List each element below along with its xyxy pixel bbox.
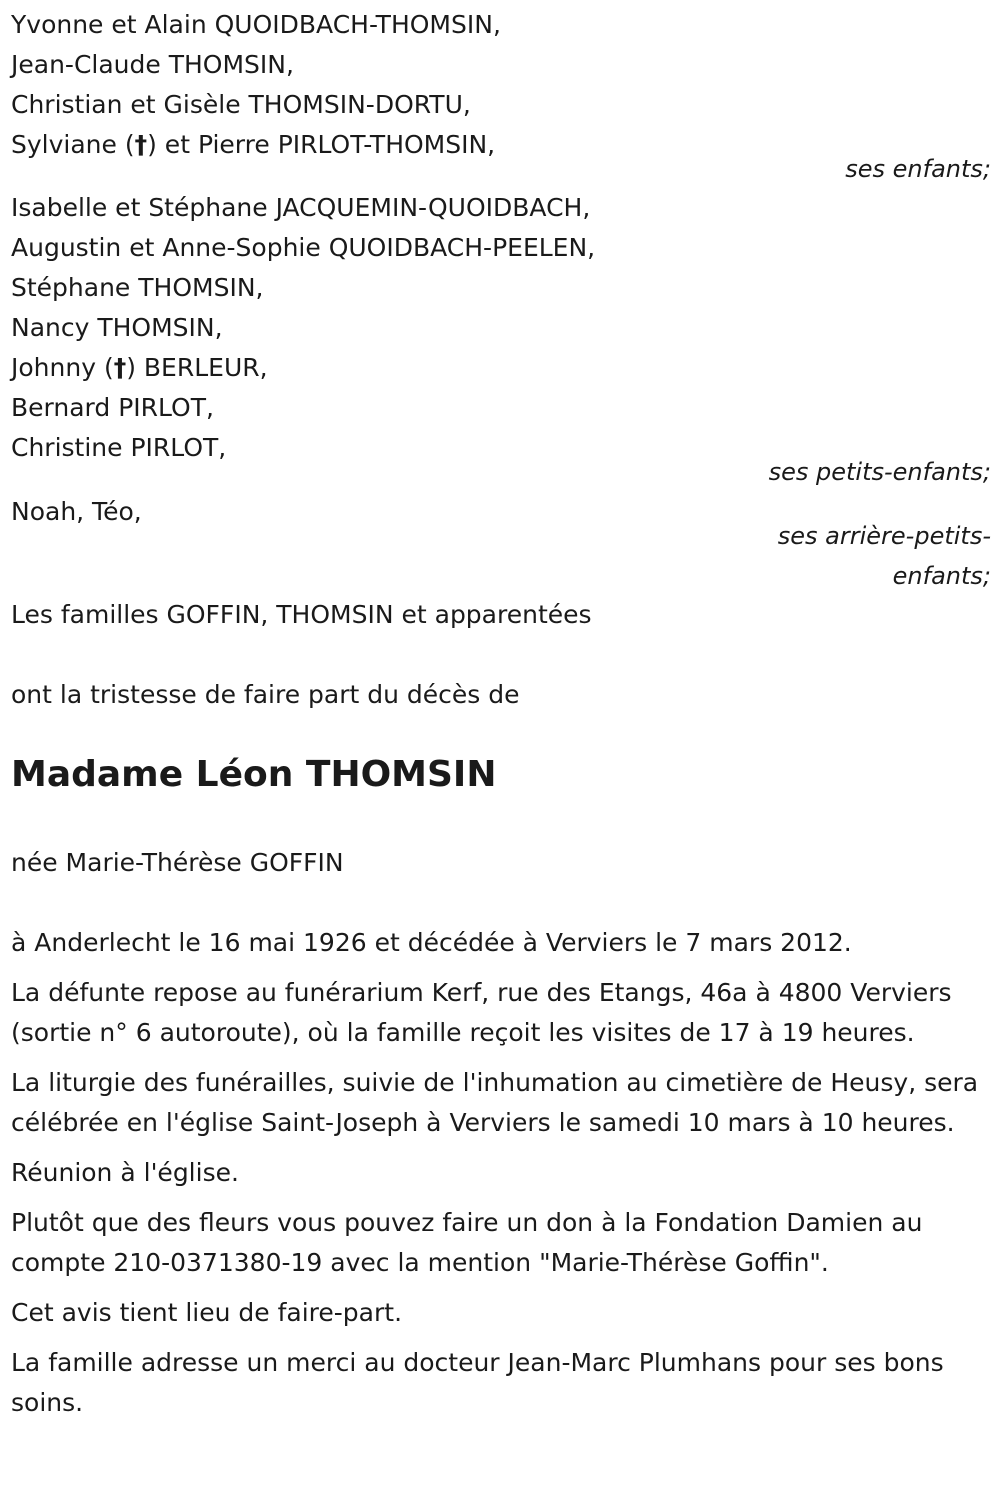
grandchildren-role-label: ses petits-enfants; [768,458,991,486]
grandchild-line-2: Augustin et Anne-Sophie QUOIDBACH-PEELEN, [11,233,596,262]
repose-paragraph: La défunte repose au funérarium Kerf, rue des Etangs, 46a à 4800 Verviers (sortie n° 6 autoroute), où la famille reçoit les visites de 17 à 19 heures. [11,978,952,1047]
dates-paragraph: à Anderlecht le 16 mai 1926 et décédée à Verviers le 7 mars 2012. [11,928,852,957]
families-line: Les familles GOFFIN, THOMSIN et apparentées [11,600,592,629]
cross-icon: † [113,353,127,382]
grandchild-line-6: Bernard PIRLOT, [11,393,214,422]
child-line-4-before: Sylviane ( [11,130,135,159]
great-grandchildren-role-line-2: enfants; [892,562,991,590]
grandchildren-group [11,188,991,492]
great-grandchildren-group [11,492,991,596]
children-group [11,5,991,189]
children-role-label: ses enfants; [845,155,991,183]
grandchild-line-5-after: ) BERLEUR, [126,353,268,382]
reunion-paragraph: Réunion à l'église. [11,1158,239,1187]
birth-name: née Marie-Thérèse GOFFIN [11,848,344,877]
donation-paragraph: Plutôt que des fleurs vous pouvez faire un don à la Fondation Damien au compte 210-0371380-19 avec la mention "Marie-Thérèse Goffin". [11,1208,923,1277]
grandchild-line-1: Isabelle et Stéphane JACQUEMIN-QUOIDBACH, [11,193,591,222]
child-line-4-after: ) et Pierre PIRLOT-THOMSIN, [147,130,496,159]
child-line-3: Christian et Gisèle THOMSIN-DORTU, [11,90,471,119]
grandchild-line-4: Nancy THOMSIN, [11,313,223,342]
child-line-2: Jean-Claude THOMSIN, [11,50,294,79]
cross-icon: † [134,130,148,159]
liturgy-paragraph: La liturgie des funérailles, suivie de l'inhumation au cimetière de Heusy, sera célébrée en l'église Saint-Joseph à Verviers le samedi 10 mars à 10 heures. [11,1068,979,1137]
child-line-1: Yvonne et Alain QUOIDBACH-THOMSIN, [11,10,501,39]
thanks-paragraph: La famille adresse un merci au docteur Jean-Marc Plumhans pour ses bons soins. [11,1348,944,1417]
great-grandchildren-names: Noah, Téo, [11,497,142,526]
grandchild-line-3: Stéphane THOMSIN, [11,273,264,302]
deceased-name: Madame Léon THOMSIN [11,754,497,795]
notice-paragraph: Cet avis tient lieu de faire-part. [11,1298,403,1327]
grandchild-line-5-before: Johnny ( [11,353,114,382]
details-section [11,923,991,1423]
grandchild-line-7: Christine PIRLOT, [11,433,227,462]
announcement-line: ont la tristesse de faire part du décès de [11,680,520,709]
grandchild-line-5 [11,348,991,388]
great-grandchildren-role-line-1: ses arrière-petits- [777,522,991,550]
